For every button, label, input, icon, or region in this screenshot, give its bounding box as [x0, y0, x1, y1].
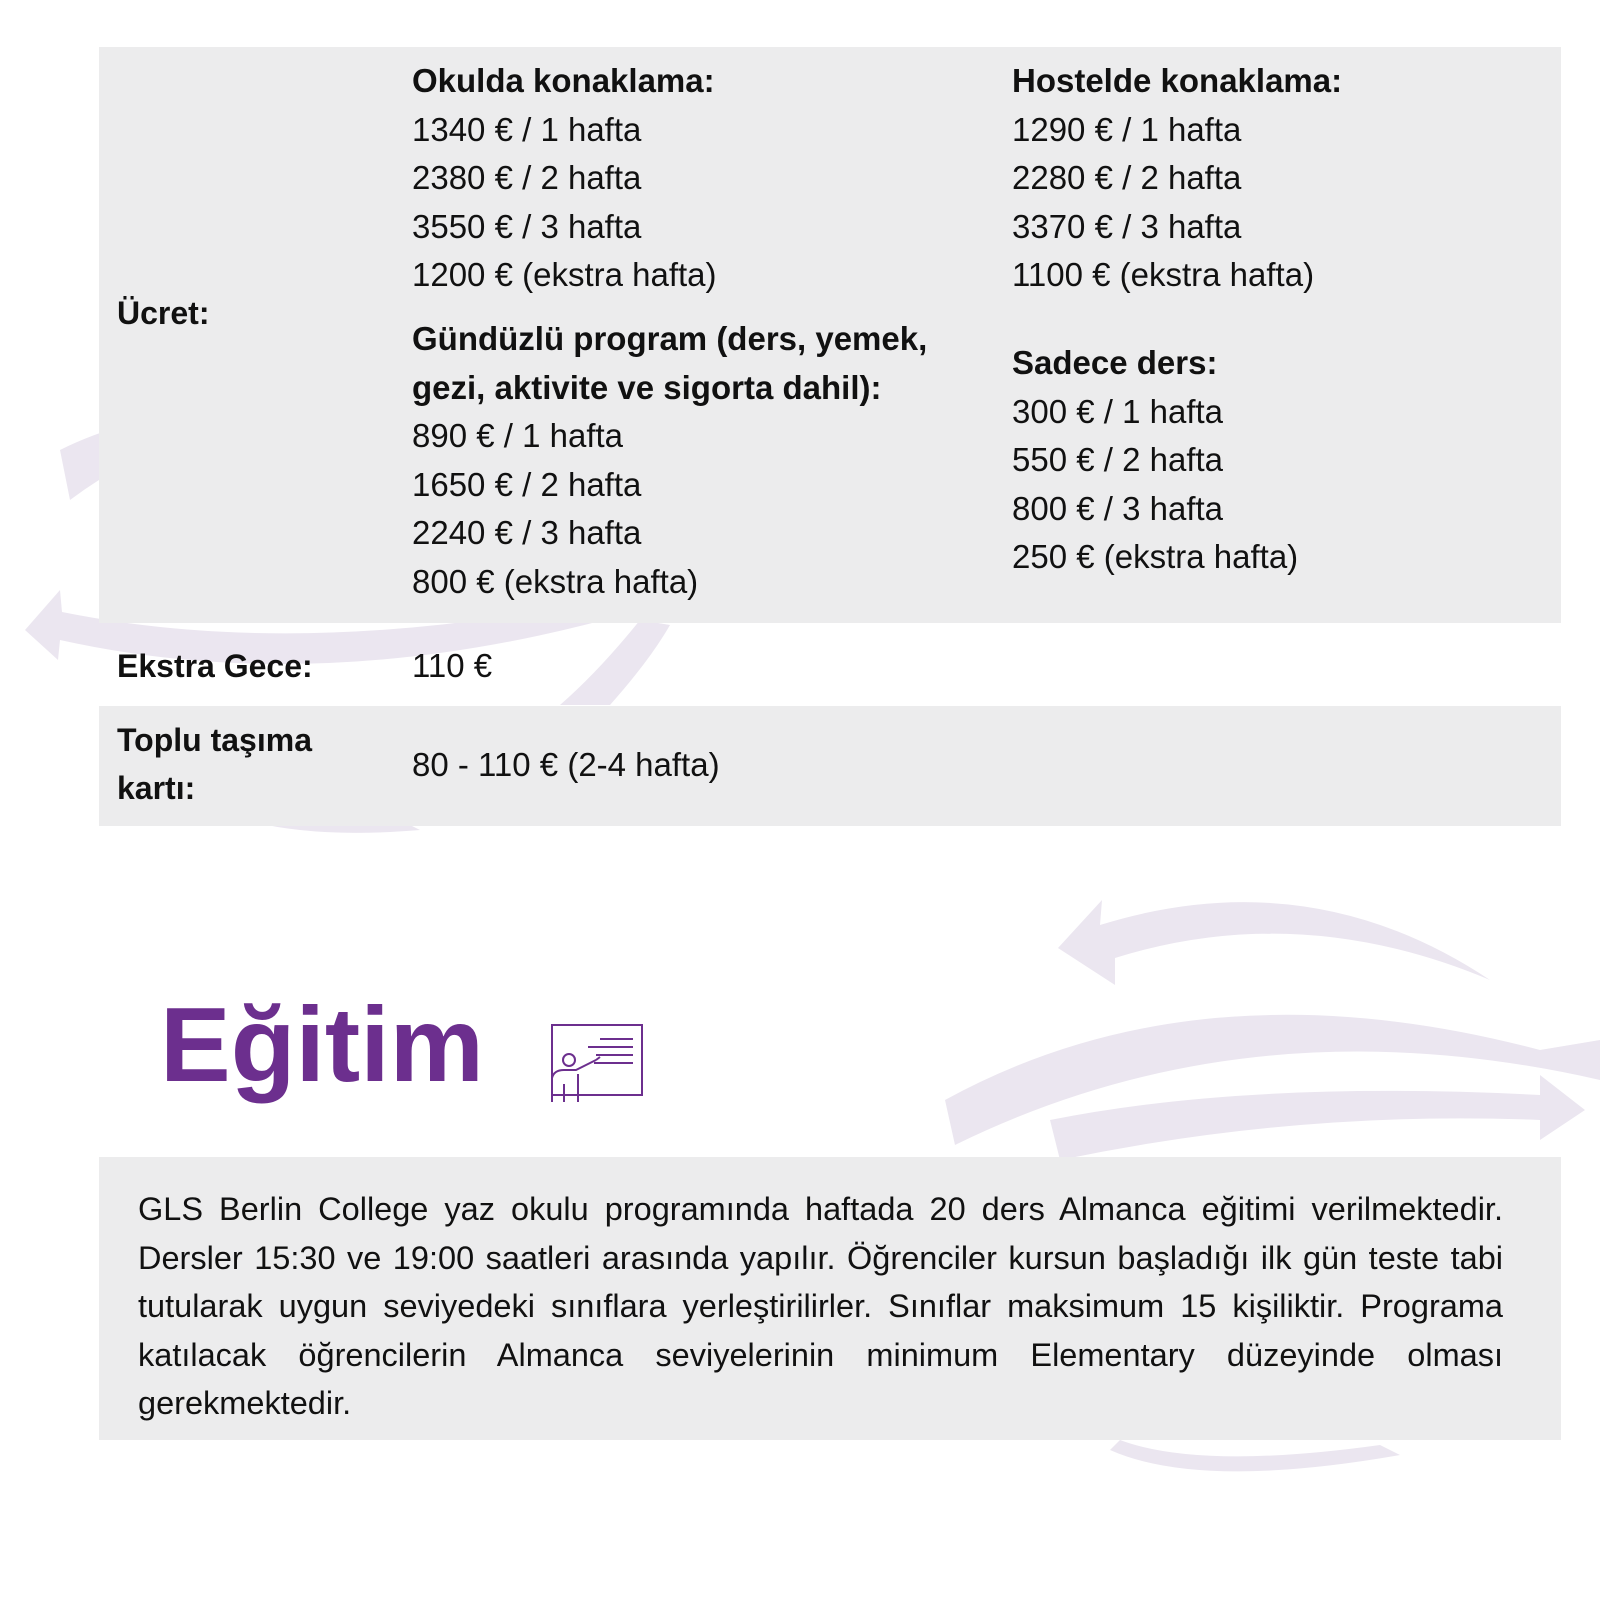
price-item: 550 € / 2 hafta	[1012, 441, 1224, 478]
price-item: 2240 € / 3 hafta	[412, 514, 642, 551]
day-program-heading-line1: Gündüzlü program (ders, yemek,	[412, 320, 928, 357]
price-item: 1650 € / 2 hafta	[412, 465, 642, 503]
price-item: 250 € (ekstra hafta)	[1012, 538, 1299, 575]
extra-night-value: 110 €	[412, 647, 493, 684]
price-item: 1100 € (ekstra hafta)	[1012, 256, 1315, 293]
hostel-accommodation-column	[1012, 57, 1342, 300]
price-item: 2280 € / 2 hafta	[1012, 159, 1242, 196]
price-item: 890 € / 1 hafta	[412, 417, 624, 454]
price-item: 3550 € / 3 hafta	[412, 207, 642, 245]
price-item: 1290 € / 1 hafta	[1012, 110, 1242, 148]
hostel-accommodation-heading: Hostelde konaklama:	[1012, 62, 1343, 99]
transport-panel	[99, 706, 1561, 826]
price-item: 300 € / 1 hafta	[1012, 392, 1224, 430]
lessons-only-heading: Sadece ders:	[1012, 344, 1218, 381]
extra-night-label: Ekstra Gece:	[117, 648, 313, 684]
price-item: 800 € / 3 hafta	[1012, 489, 1224, 527]
teacher-presentation-icon	[548, 1022, 646, 1104]
price-item: 800 € (ekstra hafta)	[412, 562, 699, 600]
price-item: 1340 € / 1 hafta	[412, 110, 642, 148]
school-accommodation-column	[412, 57, 717, 300]
day-program-heading-line2: gezi, aktivite ve sigorta dahil):	[412, 368, 882, 406]
price-item: 2380 € / 2 hafta	[412, 159, 642, 196]
lessons-only-column	[1012, 339, 1298, 582]
day-program-column	[412, 315, 927, 606]
price-item: 1200 € (ekstra hafta)	[412, 256, 717, 293]
price-item: 3370 € / 3 hafta	[1012, 207, 1242, 245]
transport-label-line2: kartı:	[117, 770, 196, 806]
fee-label: Ücret:	[117, 295, 210, 331]
education-paragraph: GLS Berlin College yaz okulu programında haftada 20 ders Almanca eğitimi verilmektedir. Dersler 15:30 ve 19:00 saatleri arasında yapılır. Öğrenciler kursun başladığı ilk gün teste tabi tutularak uygun seviyedeki sınıflara yerleştirilirler. Sınıflar maksimum 15 kişiliktir. Programa katılacak öğrencilerin Almanca seviyelerinin minimum Elementary düzeyinde olması gerekmektedir.	[138, 1191, 1503, 1421]
transport-label	[117, 716, 312, 812]
education-title: Eğitim	[160, 986, 484, 1104]
transport-value: 80 - 110 € (2-4 hafta)	[412, 746, 720, 783]
transport-label-line1: Toplu taşıma	[117, 722, 312, 758]
school-accommodation-heading: Okulda konaklama:	[412, 62, 715, 99]
